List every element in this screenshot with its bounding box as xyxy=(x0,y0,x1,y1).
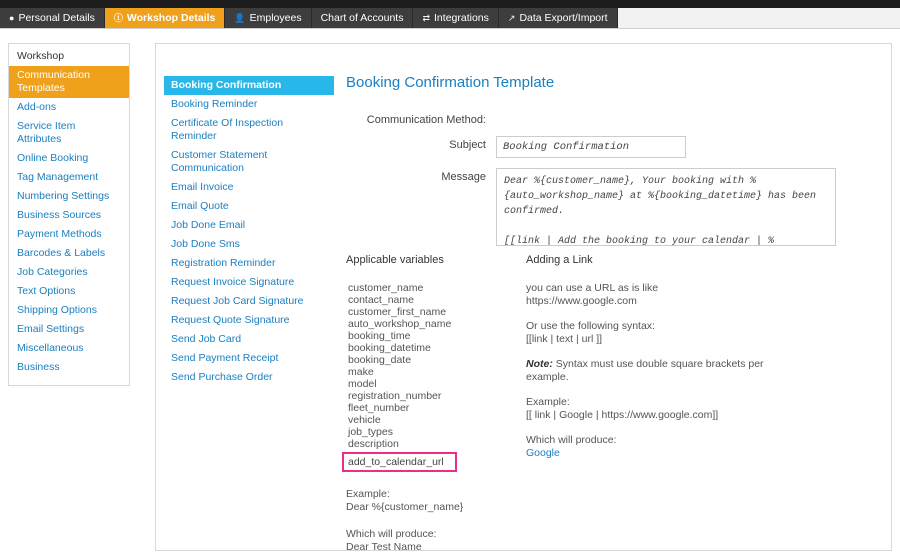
sidebar-item-miscellaneous[interactable]: Miscellaneous xyxy=(17,342,84,354)
tab-label: Workshop Details xyxy=(126,12,216,24)
main-panel xyxy=(155,43,892,551)
subject-row xyxy=(346,136,886,158)
tab-label: Employees xyxy=(249,12,302,24)
sidebar-item-job-categories[interactable]: Job Categories xyxy=(17,266,88,278)
applicable-variables-title: Applicable variables xyxy=(346,254,444,266)
export-icon: ↗ xyxy=(507,12,516,23)
template-item-request-invoice-signature[interactable]: Request Invoice Signature xyxy=(171,276,295,288)
variable-customer-name: customer_name xyxy=(348,282,424,294)
sidebar-item-business[interactable]: Business xyxy=(17,361,60,373)
page-title: Booking Confirmation Template xyxy=(346,74,555,91)
template-item-send-job-card[interactable]: Send Job Card xyxy=(171,333,242,345)
subject-input[interactable] xyxy=(496,136,686,158)
info-icon: ⓘ xyxy=(113,12,123,23)
template-editor xyxy=(346,74,886,256)
link-note-block xyxy=(526,358,776,384)
template-item-request-quote-signature[interactable]: Request Quote Signature xyxy=(171,314,290,326)
variable-job-types: job_types xyxy=(348,426,393,438)
sidebar-item-numbering-settings[interactable]: Numbering Settings xyxy=(17,190,110,202)
variable-registration-number: registration_number xyxy=(348,390,442,402)
template-item-job-done-sms[interactable]: Job Done Sms xyxy=(171,238,240,250)
template-item-email-invoice[interactable]: Email Invoice xyxy=(171,181,234,193)
variable-vehicle: vehicle xyxy=(348,414,381,426)
refresh-icon: ⇄ xyxy=(422,12,431,23)
sidebar-item-tag-management[interactable]: Tag Management xyxy=(17,171,99,183)
template-item-send-payment-receipt[interactable]: Send Payment Receipt xyxy=(171,352,279,364)
link-produce-link[interactable]: Google xyxy=(526,447,560,459)
user-icon: ● xyxy=(9,12,15,23)
template-item-booking-confirmation[interactable]: Booking Confirmation xyxy=(164,76,334,95)
sidebar-item-barcodes-labels[interactable]: Barcodes & Labels xyxy=(17,247,106,259)
template-item-request-job-card-signature[interactable]: Request Job Card Signature xyxy=(171,295,304,307)
template-item-booking-reminder[interactable]: Booking Reminder xyxy=(171,98,258,110)
variable-make: make xyxy=(348,366,374,378)
message-row xyxy=(346,168,886,246)
communication-method-label: Communication Method: xyxy=(366,114,486,126)
variable-booking-time: booking_time xyxy=(348,330,411,342)
sidebar-item-email-settings[interactable]: Email Settings xyxy=(17,323,85,335)
sidebar-item-text-options[interactable]: Text Options xyxy=(17,285,76,297)
link-produce-block xyxy=(526,434,776,460)
link-intro-line2: https://www.google.com xyxy=(526,295,637,307)
template-item-customer-statement-communication[interactable]: Customer Statement Communication xyxy=(171,149,268,174)
link-note-prefix: Note: xyxy=(526,358,553,370)
adding-a-link-column xyxy=(526,254,776,472)
tab-label: Personal Details xyxy=(18,12,95,24)
template-item-email-quote[interactable]: Email Quote xyxy=(171,200,229,212)
link-syntax-value: [[link | text | url ]] xyxy=(526,333,603,345)
template-item-job-done-email[interactable]: Job Done Email xyxy=(171,219,246,231)
variable-booking-datetime: booking_datetime xyxy=(348,342,431,354)
link-example-value: [[ link | Google | https://www.google.com]] xyxy=(526,409,719,421)
sidebar-item-online-booking[interactable]: Online Booking xyxy=(17,152,89,164)
tab-label: Chart of Accounts xyxy=(320,12,404,24)
link-produce-label: Which will produce: xyxy=(526,434,617,446)
variables-produce-label: Which will produce: xyxy=(346,528,437,540)
window-title-bar xyxy=(0,0,900,8)
variable-customer-first-name: customer_first_name xyxy=(348,306,447,318)
sidebar-item-workshop: Workshop xyxy=(17,50,65,62)
tab-integrations[interactable] xyxy=(413,8,498,28)
page-body xyxy=(0,29,900,553)
sidebar-item-business-sources[interactable]: Business Sources xyxy=(17,209,102,221)
variable-auto-workshop-name: auto_workshop_name xyxy=(348,318,452,330)
sidebar-item-shipping-options[interactable]: Shipping Options xyxy=(17,304,97,316)
template-item-certificate-of-inspection-reminder[interactable]: Certificate Of Inspection Reminder xyxy=(171,117,284,142)
template-item-send-purchase-order[interactable]: Send Purchase Order xyxy=(171,371,273,383)
link-syntax-block xyxy=(526,320,776,346)
link-intro-block xyxy=(526,282,776,308)
link-intro-line1: you can use a URL as is like xyxy=(526,282,659,294)
tab-label: Data Export/Import xyxy=(519,12,608,24)
tab-employees[interactable] xyxy=(225,8,311,28)
users-icon: 👤 xyxy=(234,12,246,23)
link-example-block xyxy=(526,396,776,422)
tab-chart-of-accounts[interactable] xyxy=(312,8,414,28)
variable-booking-date: booking_date xyxy=(348,354,412,366)
applicable-variables-column xyxy=(346,254,521,554)
sidebar-item-communication-templates[interactable]: Communication Templates xyxy=(9,66,129,98)
link-example-label: Example: xyxy=(526,396,570,408)
variables-example-label: Example: xyxy=(346,488,390,500)
message-label: Message xyxy=(441,171,486,183)
variable-model: model xyxy=(348,378,377,390)
subject-label: Subject xyxy=(449,139,486,151)
sidebar-item-add-ons[interactable]: Add-ons xyxy=(17,101,57,113)
sidebar-item-payment-methods[interactable]: Payment Methods xyxy=(17,228,102,240)
sidebar-item-service-item-attributes[interactable]: Service Item Attributes xyxy=(17,120,76,145)
template-item-registration-reminder[interactable]: Registration Reminder xyxy=(171,257,276,269)
message-textarea[interactable] xyxy=(496,168,836,246)
template-list xyxy=(164,76,334,387)
tab-data-export-import[interactable] xyxy=(499,8,618,28)
adding-a-link-title: Adding a Link xyxy=(526,254,593,266)
variables-produce-value: Dear Test Name xyxy=(346,541,422,553)
variable-fleet-number: fleet_number xyxy=(348,402,410,414)
settings-sidebar xyxy=(8,43,130,386)
main-tab-bar xyxy=(0,8,900,29)
link-note-text: Syntax must use double square brackets per example. xyxy=(526,358,764,383)
variables-example-block xyxy=(346,488,521,554)
tab-workshop-details[interactable] xyxy=(105,8,226,28)
communication-method-row xyxy=(346,111,886,126)
variable-description: description xyxy=(348,438,399,450)
variable-add-to-calendar-url: add_to_calendar_url xyxy=(342,452,457,472)
variables-example-value: Dear %{customer_name} xyxy=(346,501,464,513)
link-syntax-label: Or use the following syntax: xyxy=(526,320,655,332)
tab-personal-details[interactable] xyxy=(0,8,105,28)
tab-label: Integrations xyxy=(434,12,489,24)
variable-contact-name: contact_name xyxy=(348,294,414,306)
